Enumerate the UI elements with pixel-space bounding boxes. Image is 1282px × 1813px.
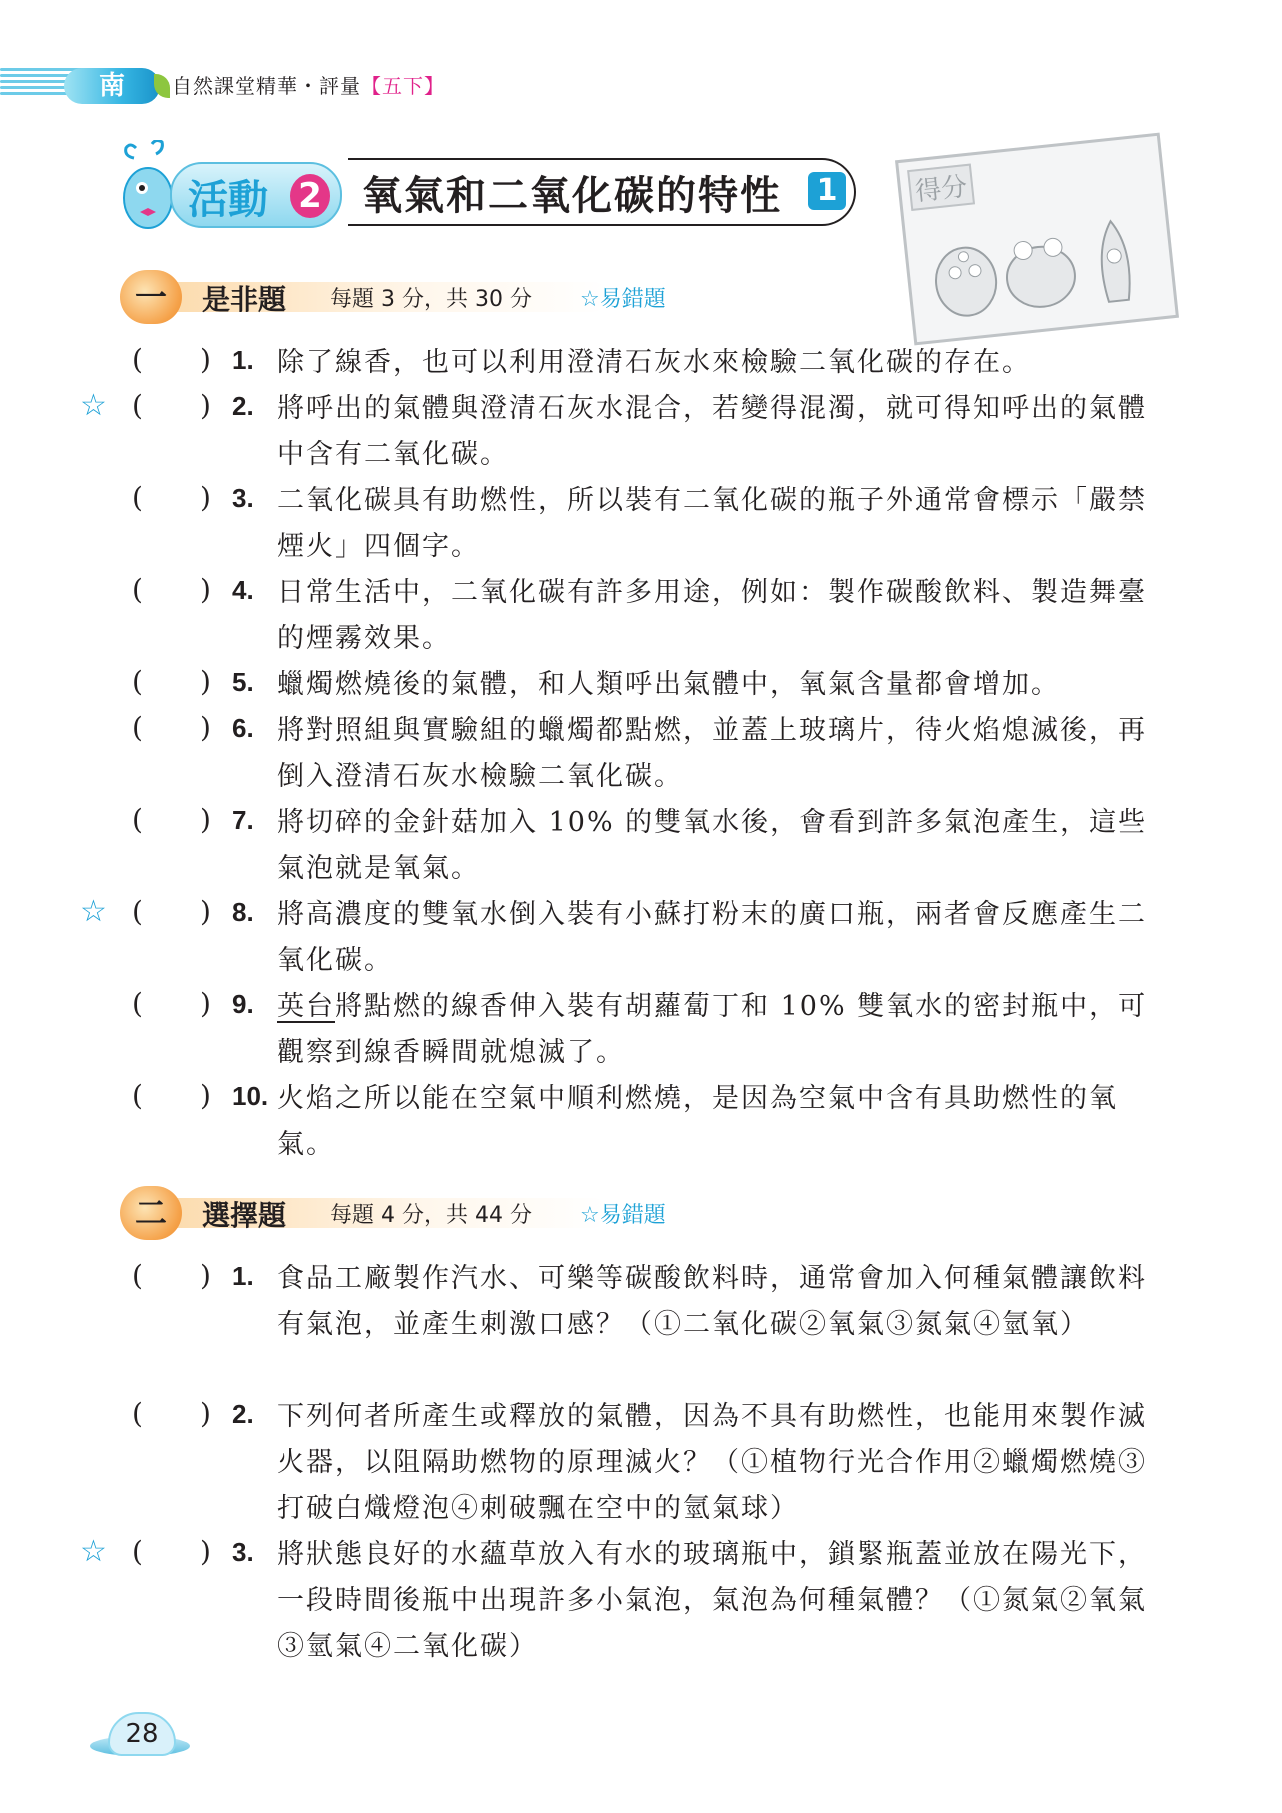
star-icon: ☆ — [80, 894, 107, 929]
section-scoring: 每題 3 分，共 30 分 — [330, 287, 532, 312]
answer-blank-open[interactable]: ( — [132, 573, 143, 606]
answer-blank-open[interactable]: ( — [132, 343, 143, 376]
question-number: 10. — [232, 1081, 269, 1111]
answer-blank-close: ) — [200, 573, 211, 606]
activity-label: 活動 — [188, 177, 268, 223]
score-box — [895, 133, 1179, 346]
section-number: 二 — [120, 1186, 182, 1240]
section-title: 是非題 — [202, 283, 287, 316]
star-icon: ☆ — [80, 1534, 107, 1569]
question-number: 1. — [232, 1261, 254, 1291]
answer-blank-open[interactable]: ( — [132, 803, 143, 836]
question-text: 將切碎的金針菇加入 10% 的雙氧水後，會看到許多氣泡產生，這些氣泡就是氧氣。 — [277, 807, 1148, 884]
answer-blank-close: ) — [200, 1079, 211, 1112]
question-text: 將對照組與實驗組的蠟燭都點燃，並蓋上玻璃片，待火焰熄滅後，再倒入澄清石灰水檢驗二氧化碳。 — [277, 715, 1147, 792]
activity-part-number: 1 — [808, 172, 846, 210]
question-text: 二氧化碳具有助燃性，所以裝有二氧化碳的瓶子外通常會標示「嚴禁煙火」四個字。 — [277, 485, 1147, 562]
score-label: 得分 — [907, 164, 975, 211]
question-text — [277, 984, 1165, 1076]
answer-blank-open[interactable]: ( — [132, 481, 143, 514]
grade-bracket-open: 【 — [361, 74, 382, 98]
book-title-text: 自然課堂精華・評量 — [172, 74, 361, 98]
error-prone-legend: ☆易錯題 — [580, 1203, 666, 1228]
answer-blank-close: ) — [200, 987, 211, 1020]
answer-blank-close: ) — [200, 803, 211, 836]
answer-blank-close: ) — [200, 711, 211, 744]
question-number: 4. — [232, 575, 254, 605]
grade-label: 五下 — [382, 74, 424, 98]
leaf-icon — [154, 74, 170, 98]
answer-blank-open[interactable]: ( — [132, 1397, 143, 1430]
question-number: 2. — [232, 1399, 254, 1429]
section-scoring: 每題 4 分，共 44 分 — [330, 1203, 532, 1228]
question-text: 將狀態良好的水蘊草放入有水的玻璃瓶中，鎖緊瓶蓋並放在陽光下，一段時間後瓶中出現許多小氣泡，氣泡為何種氣體？（①氮氣②氧氣③氫氣④二氧化碳） — [277, 1539, 1147, 1662]
answer-blank-open[interactable]: ( — [132, 665, 143, 698]
monsters-illustration-icon — [926, 208, 1155, 330]
answer-blank-open[interactable]: ( — [132, 711, 143, 744]
publisher-badge — [64, 68, 160, 104]
question-text: 除了線香，也可以利用澄清石灰水來檢驗二氧化碳的存在。 — [277, 347, 1031, 378]
answer-blank-open[interactable]: ( — [132, 1079, 143, 1112]
section-title: 選擇題 — [202, 1199, 287, 1232]
question-number: 1. — [232, 345, 254, 375]
question-number: 5. — [232, 667, 254, 697]
character-name: 英台 — [277, 991, 335, 1022]
question-text: 蠟燭燃燒後的氣體，和人類呼出氣體中，氧氣含量都會增加。 — [277, 669, 1060, 700]
answer-blank-close: ) — [200, 895, 211, 928]
book-title — [172, 70, 445, 99]
answer-blank-close: ) — [200, 665, 211, 698]
question-number: 2. — [232, 391, 254, 421]
answer-blank-open[interactable]: ( — [132, 389, 143, 422]
question-number: 8. — [232, 897, 254, 927]
star-icon: ☆ — [80, 388, 107, 423]
section-number: 一 — [120, 270, 182, 324]
answer-blank-close: ) — [200, 343, 211, 376]
question-number: 3. — [232, 483, 254, 513]
answer-blank-open[interactable]: ( — [132, 1259, 143, 1292]
answer-blank-close: ) — [200, 1259, 211, 1292]
error-prone-legend: ☆易錯題 — [580, 287, 666, 312]
question-number: 7. — [232, 805, 254, 835]
answer-blank-open[interactable]: ( — [132, 895, 143, 928]
question-text: 將高濃度的雙氧水倒入裝有小蘇打粉末的廣口瓶，兩者會反應產生二氧化碳。 — [277, 899, 1147, 976]
answer-blank-open[interactable]: ( — [132, 987, 143, 1020]
question-number: 9. — [232, 989, 254, 1019]
question-text: 下列何者所產生或釋放的氣體，因為不具有助燃性，也能用來製作滅火器，以阻隔助燃物的原理滅火？（①植物行光合作用②蠟燭燃燒③打破白熾燈泡④刺破飄在空中的氫氣球） — [277, 1401, 1147, 1524]
answer-blank-close: ) — [200, 1397, 211, 1430]
publisher-badge-label: 南 — [98, 71, 125, 101]
question-number: 6. — [232, 713, 254, 743]
answer-blank-close: ) — [200, 1535, 211, 1568]
question-text: 食品工廠製作汽水、可樂等碳酸飲料時，通常會加入何種氣體讓飲料有氣泡，並產生刺激口感？（①二氧化碳②氧氣③氮氣④氫氧） — [277, 1263, 1147, 1340]
question-text-body: 將點燃的線香伸入裝有胡蘿蔔丁和 10% 雙氧水的密封瓶中，可觀察到線香瞬間就熄滅了。 — [277, 991, 1148, 1068]
answer-blank-close: ) — [200, 389, 211, 422]
question-text: 將呼出的氣體與澄清石灰水混合，若變得混濁，就可得知呼出的氣體中含有二氧化碳。 — [277, 393, 1147, 470]
grade-bracket-close: 】 — [424, 74, 445, 98]
question-text: 日常生活中，二氧化碳有許多用途，例如：製作碳酸飲料、製造舞臺的煙霧效果。 — [277, 577, 1147, 654]
activity-title: 氧氣和二氧化碳的特性 — [362, 173, 782, 219]
question-number: 3. — [232, 1537, 254, 1567]
activity-number: 2 — [290, 174, 330, 218]
answer-blank-close: ) — [200, 481, 211, 514]
question-text: 火焰之所以能在空氣中順利燃燒，是因為空氣中含有具助燃性的氧氣。 — [277, 1083, 1118, 1160]
page-number: 28 — [108, 1712, 176, 1756]
answer-blank-open[interactable]: ( — [132, 1535, 143, 1568]
page-number-badge — [90, 1712, 190, 1760]
